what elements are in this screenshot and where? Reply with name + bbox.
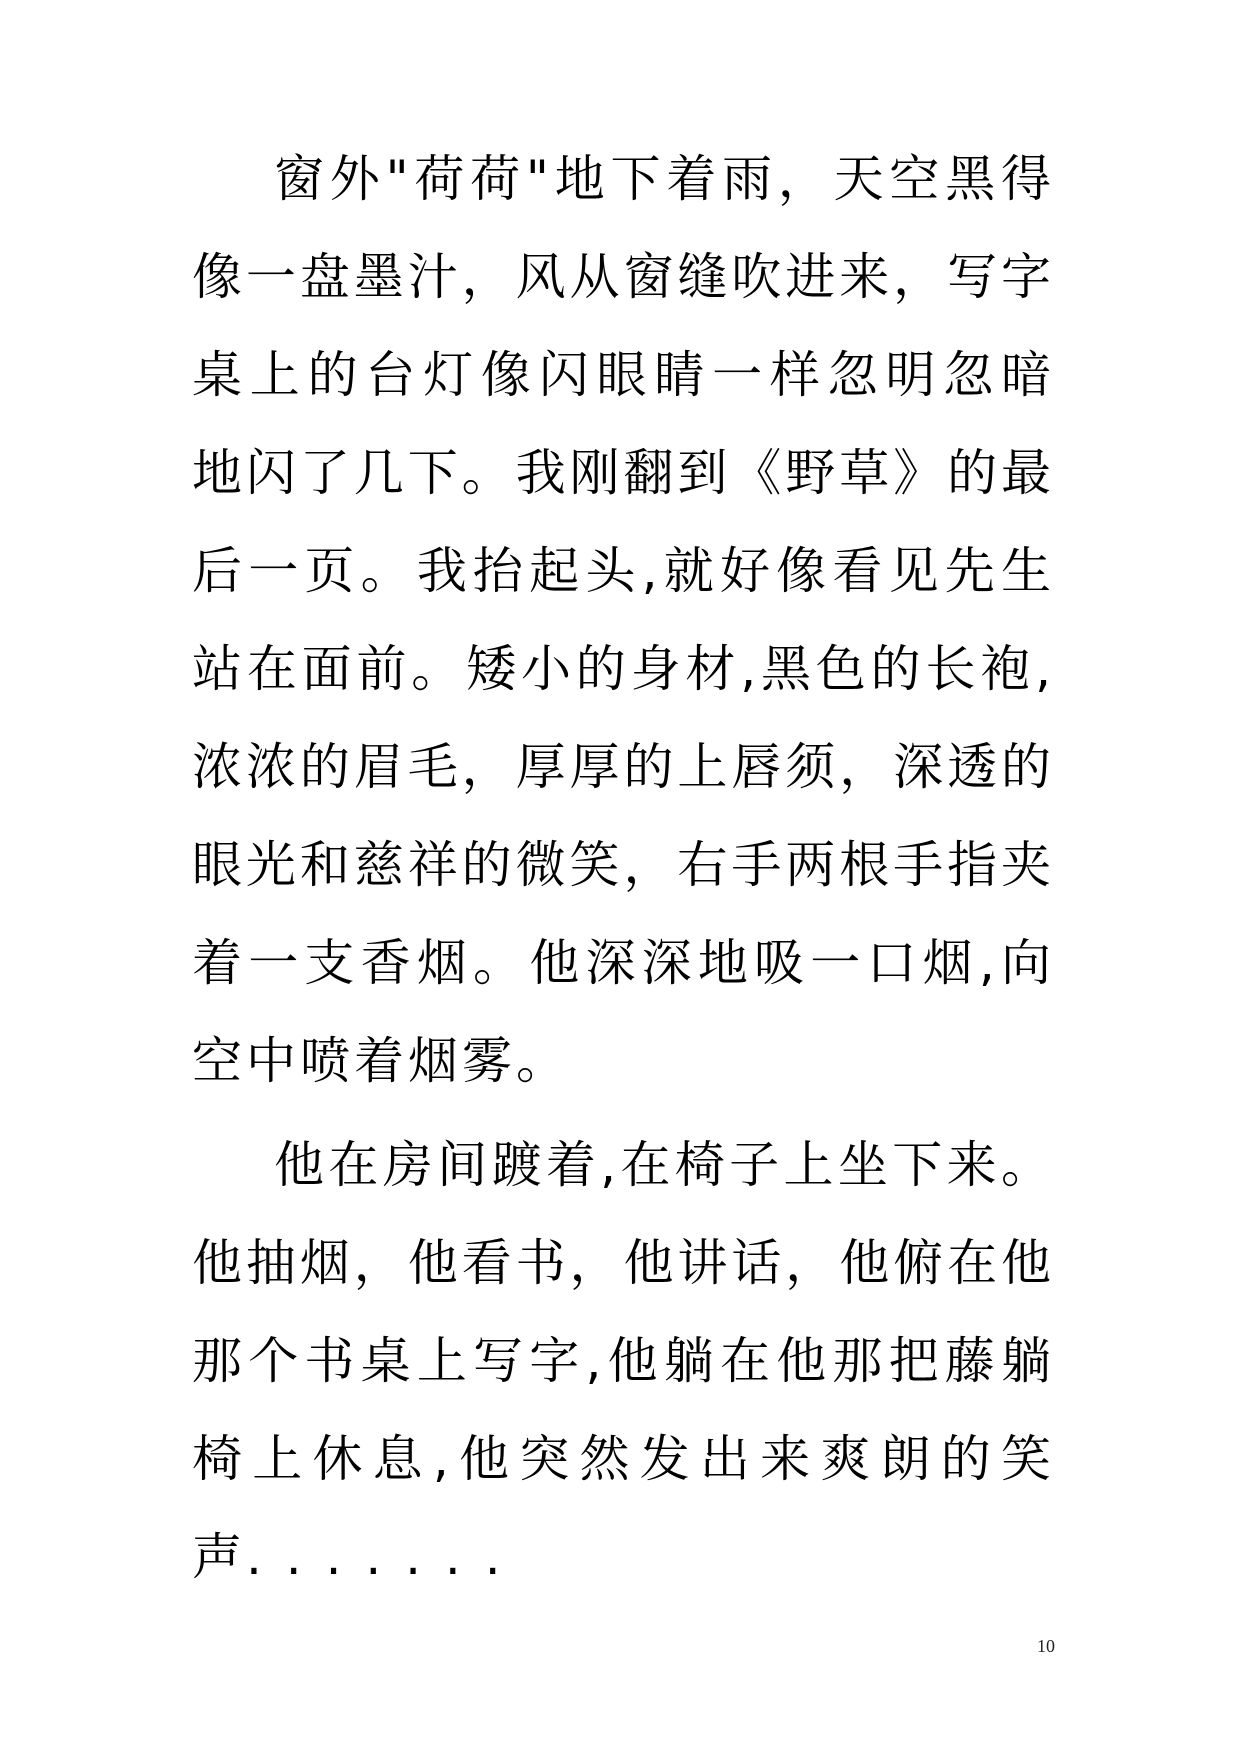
paragraph-line: 浓浓的眉毛，厚厚的上唇须，深透的	[192, 738, 1052, 796]
paragraph-2	[192, 1116, 1052, 1606]
paragraph-line: 他在房间踱着,在椅子上坐下来。	[274, 1136, 1052, 1194]
paragraph-line: 空中喷着烟雾。	[192, 1032, 570, 1090]
paragraph-line: 像一盘墨汁，风从窗缝吹进来，写字	[192, 248, 1052, 306]
paragraph-line: 着一支香烟。他深深地吸一口烟,向	[192, 934, 1052, 992]
paragraph-line: 他抽烟，他看书，他讲话，他俯在他	[192, 1234, 1052, 1292]
paragraph-line: 地闪了几下。我刚翻到《野草》的最	[192, 444, 1052, 502]
page-number: 10	[1037, 1636, 1055, 1656]
paragraph-line: 声. . . . . . .	[192, 1528, 505, 1586]
paragraph-line: 窗外"荷荷"地下着雨，天空黑得	[274, 150, 1052, 208]
paragraph-line: 那个书桌上写字,他躺在他那把藤躺	[192, 1332, 1052, 1390]
paragraph-line: 椅上休息,他突然发出来爽朗的笑	[192, 1430, 1052, 1488]
paragraph-line: 桌上的台灯像闪眼睛一样忽明忽暗	[192, 346, 1052, 404]
paragraph-1	[192, 130, 1052, 1110]
paragraph-line: 站在面前。矮小的身材,黑色的长袍,	[192, 640, 1052, 698]
paragraph-line: 眼光和慈祥的微笑，右手两根手指夹	[192, 836, 1052, 894]
paragraph-line: 后一页。我抬起头,就好像看见先生	[192, 542, 1052, 600]
